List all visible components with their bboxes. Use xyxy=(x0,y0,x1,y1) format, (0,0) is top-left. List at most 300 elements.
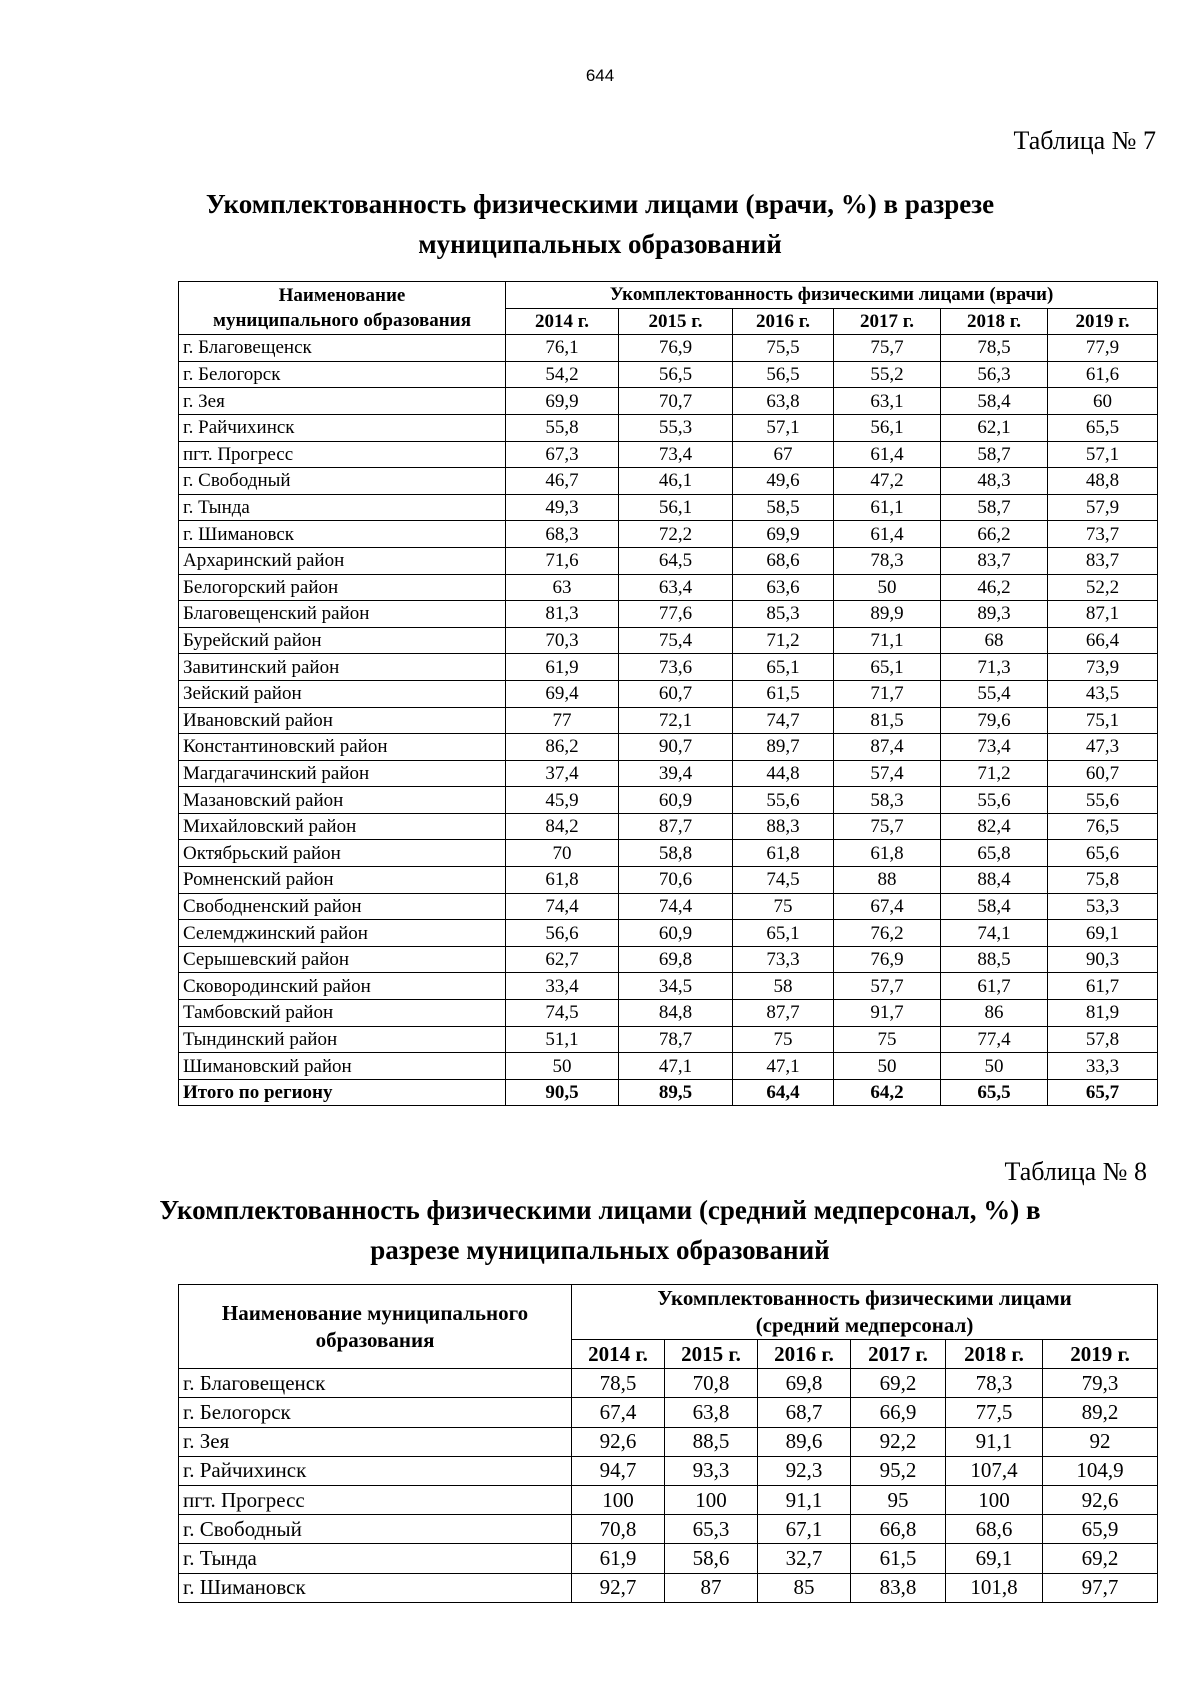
table7-cell-name: Благовещенский район xyxy=(179,601,506,628)
table8-cell-value: 95,2 xyxy=(851,1456,946,1485)
table7-cell-value: 82,4 xyxy=(941,813,1048,840)
table8-cell-value: 92,6 xyxy=(572,1427,665,1456)
table8-cell-value: 63,8 xyxy=(665,1398,758,1427)
table7-cell-value: 73,6 xyxy=(619,654,733,681)
table7-row xyxy=(179,601,1158,628)
table7-cell-value: 69,8 xyxy=(619,946,733,973)
table8-header-group-line1: Укомплектованность физическими лицами xyxy=(657,1286,1072,1310)
table7-cell-value: 90,5 xyxy=(506,1079,619,1106)
table7-row xyxy=(179,414,1158,441)
table7-cell-value: 88,3 xyxy=(733,813,834,840)
table7-cell-value: 47,2 xyxy=(834,468,941,495)
table7-row xyxy=(179,867,1158,894)
table7-row xyxy=(179,574,1158,601)
table7-header-name-line2: муниципального образования xyxy=(213,310,471,332)
table7-cell-value: 66,4 xyxy=(1048,627,1158,654)
table7-cell-value: 89,5 xyxy=(619,1079,733,1106)
table7-cell-name: г. Белогорск xyxy=(179,361,506,388)
table7-cell-value: 55,6 xyxy=(733,787,834,814)
table7-cell-value: 50 xyxy=(834,1053,941,1080)
table7-cell-value: 56,3 xyxy=(941,361,1048,388)
table7-cell-value: 68,3 xyxy=(506,521,619,548)
table7-cell-value: 77,6 xyxy=(619,601,733,628)
table7-cell-value: 57,9 xyxy=(1048,494,1158,521)
table7-row xyxy=(179,654,1158,681)
table7-row xyxy=(179,973,1158,1000)
table8-row xyxy=(179,1398,1158,1427)
table8-cell-value: 97,7 xyxy=(1043,1573,1158,1602)
table8-cell-value: 65,9 xyxy=(1043,1515,1158,1544)
table7-cell-value: 33,3 xyxy=(1048,1053,1158,1080)
table7-cell-value: 63,4 xyxy=(619,574,733,601)
table7-cell-value: 63,8 xyxy=(733,388,834,415)
table8-cell-value: 104,9 xyxy=(1043,1456,1158,1485)
table7-cell-value: 61,1 xyxy=(834,494,941,521)
table8-title-line1: Укомплектованность физическими лицами (средний медперсонал, %) в xyxy=(159,1195,1041,1225)
table7-row xyxy=(179,1000,1158,1027)
table7-cell-value: 75 xyxy=(733,893,834,920)
table7-cell-value: 90,7 xyxy=(619,734,733,761)
table8-title-line2: разрезе муниципальных образований xyxy=(370,1235,830,1265)
table8-cell-value: 78,5 xyxy=(572,1369,665,1398)
table7-cell-value: 69,9 xyxy=(733,521,834,548)
table8-cell-value: 100 xyxy=(665,1485,758,1514)
table7-cell-name: Сковородинский район xyxy=(179,973,506,1000)
table7-row xyxy=(179,893,1158,920)
table7-cell-value: 44,8 xyxy=(733,760,834,787)
table8-cell-value: 66,9 xyxy=(851,1398,946,1427)
table7-row xyxy=(179,707,1158,734)
table8-year-header: 2019 г. xyxy=(1043,1340,1158,1369)
table7-cell-value: 39,4 xyxy=(619,760,733,787)
table7-cell-value: 58,4 xyxy=(941,388,1048,415)
table7-cell-name: г. Райчихинск xyxy=(179,414,506,441)
table7-cell-value: 58,5 xyxy=(733,494,834,521)
table7-cell-value: 67 xyxy=(733,441,834,468)
table7-cell-value: 58,4 xyxy=(941,893,1048,920)
table8-row xyxy=(179,1515,1158,1544)
table7-cell-value: 74,4 xyxy=(506,893,619,920)
table7-cell-value: 70 xyxy=(506,840,619,867)
table7-cell-value: 46,1 xyxy=(619,468,733,495)
table7-cell-value: 58,3 xyxy=(834,787,941,814)
table7-cell-value: 57,1 xyxy=(733,414,834,441)
table7-cell-value: 67,4 xyxy=(834,893,941,920)
table7-cell-value: 69,1 xyxy=(1048,920,1158,947)
table7-cell-value: 86 xyxy=(941,1000,1048,1027)
table7-cell-value: 90,3 xyxy=(1048,946,1158,973)
table7-cell-value: 60,9 xyxy=(619,920,733,947)
table8-cell-value: 92,6 xyxy=(1043,1485,1158,1514)
table8-cell-name: г. Зея xyxy=(179,1427,572,1456)
table7-cell-value: 71,3 xyxy=(941,654,1048,681)
table7-cell-value: 71,2 xyxy=(941,760,1048,787)
table7-cell-value: 56,1 xyxy=(834,414,941,441)
table7-cell-value: 47,1 xyxy=(619,1053,733,1080)
table7-cell-name: Серышевский район xyxy=(179,946,506,973)
table7-cell-value: 70,7 xyxy=(619,388,733,415)
table7-cell-value: 83,7 xyxy=(1048,547,1158,574)
table7-cell-name: Архаринский район xyxy=(179,547,506,574)
table7-cell-value: 78,7 xyxy=(619,1026,733,1053)
table7-cell-value: 74,4 xyxy=(619,893,733,920)
table8-caption: Таблица № 8 xyxy=(1004,1157,1147,1186)
table7-cell-value: 48,3 xyxy=(941,468,1048,495)
table7-cell-value: 67,3 xyxy=(506,441,619,468)
table8-cell-value: 68,6 xyxy=(946,1515,1043,1544)
table8-header-group xyxy=(572,1285,1158,1340)
table7-cell-value: 65,5 xyxy=(1048,414,1158,441)
table8 xyxy=(178,1284,1158,1603)
table7-cell-name: Михайловский район xyxy=(179,813,506,840)
table7-cell-value: 71,7 xyxy=(834,680,941,707)
table7-cell-value: 61,7 xyxy=(941,973,1048,1000)
table8-cell-value: 70,8 xyxy=(572,1515,665,1544)
table7-cell-value: 63,6 xyxy=(733,574,834,601)
table7-cell-value: 75,5 xyxy=(733,335,834,362)
table7-cell-value: 72,1 xyxy=(619,707,733,734)
table8-cell-value: 100 xyxy=(946,1485,1043,1514)
table8-row xyxy=(179,1427,1158,1456)
table7-cell-value: 75,7 xyxy=(834,335,941,362)
table7-cell-value: 46,7 xyxy=(506,468,619,495)
table7-row xyxy=(179,813,1158,840)
table7-cell-value: 75 xyxy=(733,1026,834,1053)
table7-row xyxy=(179,441,1158,468)
table7-cell-value: 76,9 xyxy=(834,946,941,973)
table8-title xyxy=(0,1190,1200,1270)
table7-cell-value: 63,1 xyxy=(834,388,941,415)
table7-cell-value: 57,1 xyxy=(1048,441,1158,468)
table7-cell-value: 76,5 xyxy=(1048,813,1158,840)
table7-cell-value: 53,3 xyxy=(1048,893,1158,920)
table7-row xyxy=(179,734,1158,761)
table8-row xyxy=(179,1573,1158,1602)
table7-cell-value: 77 xyxy=(506,707,619,734)
table7-cell-value: 89,7 xyxy=(733,734,834,761)
table7-row xyxy=(179,840,1158,867)
table7-cell-value: 75,1 xyxy=(1048,707,1158,734)
table8-year-header: 2016 г. xyxy=(758,1340,851,1369)
table7-year-header: 2014 г. xyxy=(506,308,619,335)
table7-cell-value: 69,4 xyxy=(506,680,619,707)
table7-cell-value: 49,3 xyxy=(506,494,619,521)
table8-cell-value: 83,8 xyxy=(851,1573,946,1602)
table8-cell-value: 92,2 xyxy=(851,1427,946,1456)
table7-cell-value: 61,8 xyxy=(733,840,834,867)
table8-header-name: Наименование муниципального образования xyxy=(179,1285,572,1369)
table8-cell-value: 92 xyxy=(1043,1427,1158,1456)
table8-cell-value: 58,6 xyxy=(665,1544,758,1573)
table7-row xyxy=(179,361,1158,388)
table8-row xyxy=(179,1456,1158,1485)
table7-cell-value: 62,1 xyxy=(941,414,1048,441)
table8-cell-value: 69,8 xyxy=(758,1369,851,1398)
table7-cell-value: 74,1 xyxy=(941,920,1048,947)
table7-caption: Таблица № 7 xyxy=(1013,126,1156,155)
table7-cell-value: 77,9 xyxy=(1048,335,1158,362)
table7-cell-value: 50 xyxy=(834,574,941,601)
table8-cell-value: 66,8 xyxy=(851,1515,946,1544)
table7-row xyxy=(179,468,1158,495)
table7-row xyxy=(179,335,1158,362)
table7-cell-name: Селемджинский район xyxy=(179,920,506,947)
table8-cell-value: 69,2 xyxy=(851,1369,946,1398)
table7-cell-value: 64,4 xyxy=(733,1079,834,1106)
table8-cell-name: пгт. Прогресс xyxy=(179,1485,572,1514)
table7-cell-value: 75,8 xyxy=(1048,867,1158,894)
table8-header-group-line2: (средний медперсонал) xyxy=(755,1313,974,1337)
table7-cell-value: 81,3 xyxy=(506,601,619,628)
table7-cell-value: 55,6 xyxy=(1048,787,1158,814)
table8-cell-value: 91,1 xyxy=(946,1427,1043,1456)
table8-cell-name: г. Благовещенск xyxy=(179,1369,572,1398)
table7-cell-value: 88,4 xyxy=(941,867,1048,894)
table8-cell-value: 85 xyxy=(758,1573,851,1602)
table7-cell-value: 74,5 xyxy=(506,1000,619,1027)
table8-cell-value: 61,9 xyxy=(572,1544,665,1573)
table8-row xyxy=(179,1369,1158,1398)
table8-cell-name: г. Свободный xyxy=(179,1515,572,1544)
table7-cell-value: 81,5 xyxy=(834,707,941,734)
table7-cell-value: 70,6 xyxy=(619,867,733,894)
table8-year-header: 2014 г. xyxy=(572,1340,665,1369)
table8-cell-value: 65,3 xyxy=(665,1515,758,1544)
table7-cell-name: г. Тында xyxy=(179,494,506,521)
table7-row xyxy=(179,547,1158,574)
table8-cell-value: 91,1 xyxy=(758,1485,851,1514)
table7-cell-name: Ромненский район xyxy=(179,867,506,894)
table7-cell-value: 76,1 xyxy=(506,335,619,362)
table7-cell-value: 87,7 xyxy=(619,813,733,840)
table8-cell-value: 89,6 xyxy=(758,1427,851,1456)
table8-cell-value: 101,8 xyxy=(946,1573,1043,1602)
table7-cell-name: пгт. Прогресс xyxy=(179,441,506,468)
table8-cell-value: 89,2 xyxy=(1043,1398,1158,1427)
table7-cell-name: Мазановский район xyxy=(179,787,506,814)
table7-cell-value: 60,7 xyxy=(1048,760,1158,787)
table7-title-line2: муниципальных образований xyxy=(418,229,782,259)
table7-cell-value: 56,6 xyxy=(506,920,619,947)
table8-row xyxy=(179,1485,1158,1514)
table7-cell-value: 75 xyxy=(834,1026,941,1053)
table8-cell-value: 94,7 xyxy=(572,1456,665,1485)
table7-cell-value: 60 xyxy=(1048,388,1158,415)
table7-cell-value: 78,5 xyxy=(941,335,1048,362)
table7-header-name-line1: Наименование xyxy=(278,285,406,307)
table8-cell-value: 67,1 xyxy=(758,1515,851,1544)
table8-cell-value: 68,7 xyxy=(758,1398,851,1427)
table7-row xyxy=(179,787,1158,814)
table7-cell-value: 87,1 xyxy=(1048,601,1158,628)
table7-cell-value: 88,5 xyxy=(941,946,1048,973)
table7-cell-value: 57,8 xyxy=(1048,1026,1158,1053)
table7-cell-value: 63 xyxy=(506,574,619,601)
table7-year-header: 2017 г. xyxy=(834,308,941,335)
table7-title-line1: Укомплектованность физическими лицами (врачи, %) в разрезе xyxy=(205,189,995,219)
table7-row xyxy=(179,920,1158,947)
table8-year-header: 2018 г. xyxy=(946,1340,1043,1369)
table7-cell-value: 55,8 xyxy=(506,414,619,441)
table8-cell-value: 88,5 xyxy=(665,1427,758,1456)
table7-cell-name: Октябрьский район xyxy=(179,840,506,867)
table8-cell-value: 92,7 xyxy=(572,1573,665,1602)
table7-row xyxy=(179,680,1158,707)
table7-cell-value: 73,3 xyxy=(733,946,834,973)
table7-cell-value: 55,6 xyxy=(941,787,1048,814)
table7-cell-value: 55,3 xyxy=(619,414,733,441)
table7-cell-value: 61,4 xyxy=(834,441,941,468)
table8-cell-value: 79,3 xyxy=(1043,1369,1158,1398)
table7-cell-value: 76,9 xyxy=(619,335,733,362)
table7-cell-value: 47,3 xyxy=(1048,734,1158,761)
table7-cell-value: 60,9 xyxy=(619,787,733,814)
table7-row xyxy=(179,946,1158,973)
table7-cell-value: 55,2 xyxy=(834,361,941,388)
table8-cell-value: 78,3 xyxy=(946,1369,1043,1398)
table7-total xyxy=(179,1079,1158,1106)
table7-cell-value: 46,2 xyxy=(941,574,1048,601)
table7-cell-value: 65,7 xyxy=(1048,1079,1158,1106)
table7-year-header: 2018 г. xyxy=(941,308,1048,335)
table8-year-header: 2015 г. xyxy=(665,1340,758,1369)
table8-cell-value: 32,7 xyxy=(758,1544,851,1573)
table7-cell-name: Бурейский район xyxy=(179,627,506,654)
table7-cell-value: 81,9 xyxy=(1048,1000,1158,1027)
table8-cell-value: 77,5 xyxy=(946,1398,1043,1427)
table7-cell-value: 55,4 xyxy=(941,680,1048,707)
table7-cell-value: 77,4 xyxy=(941,1026,1048,1053)
table7-cell-name: Зейский район xyxy=(179,680,506,707)
table7-cell-value: 51,1 xyxy=(506,1026,619,1053)
table8-cell-name: г. Шимановск xyxy=(179,1573,572,1602)
table7-cell-name: Ивановский район xyxy=(179,707,506,734)
table7-cell-value: 48,8 xyxy=(1048,468,1158,495)
table7-cell-value: 52,2 xyxy=(1048,574,1158,601)
table7-cell-name: г. Шимановск xyxy=(179,521,506,548)
table8-cell-value: 107,4 xyxy=(946,1456,1043,1485)
table7-cell-value: 91,7 xyxy=(834,1000,941,1027)
table7-cell-value: 71,6 xyxy=(506,547,619,574)
table7-cell-name: Тындинский район xyxy=(179,1026,506,1053)
table7-cell-value: 58,8 xyxy=(619,840,733,867)
table7-cell-value: 62,7 xyxy=(506,946,619,973)
table8-cell-name: г. Тында xyxy=(179,1544,572,1573)
table7-cell-value: 64,5 xyxy=(619,547,733,574)
table8-cell-value: 87 xyxy=(665,1573,758,1602)
table8-cell-value: 95 xyxy=(851,1485,946,1514)
table7-cell-value: 88 xyxy=(834,867,941,894)
table7-cell-value: 84,8 xyxy=(619,1000,733,1027)
table7-row xyxy=(179,760,1158,787)
table7-cell-value: 56,5 xyxy=(619,361,733,388)
table7-cell-value: 78,3 xyxy=(834,547,941,574)
table7 xyxy=(178,281,1158,1106)
table7-title xyxy=(0,184,1200,264)
table8-cell-value: 70,8 xyxy=(665,1369,758,1398)
table7-year-header: 2019 г. xyxy=(1048,308,1158,335)
table7-cell-value: 65,8 xyxy=(941,840,1048,867)
table7-year-header: 2015 г. xyxy=(619,308,733,335)
table7-cell-name: Итого по региону xyxy=(179,1079,506,1106)
table7-cell-name: Константиновский район xyxy=(179,734,506,761)
table7-cell-value: 33,4 xyxy=(506,973,619,1000)
table7-cell-value: 85,3 xyxy=(733,601,834,628)
table7-cell-value: 68 xyxy=(941,627,1048,654)
table7-cell-name: Белогорский район xyxy=(179,574,506,601)
table7-cell-value: 73,4 xyxy=(941,734,1048,761)
table7-cell-name: г. Зея xyxy=(179,388,506,415)
table7-cell-value: 75,4 xyxy=(619,627,733,654)
table7-cell-value: 76,2 xyxy=(834,920,941,947)
table7-cell-value: 50 xyxy=(506,1053,619,1080)
table7-cell-value: 74,7 xyxy=(733,707,834,734)
table8-cell-name: г. Райчихинск xyxy=(179,1456,572,1485)
table7-row xyxy=(179,494,1158,521)
table7-cell-value: 68,6 xyxy=(733,547,834,574)
table7-cell-value: 57,7 xyxy=(834,973,941,1000)
table7-cell-value: 60,7 xyxy=(619,680,733,707)
table7-cell-value: 61,7 xyxy=(1048,973,1158,1000)
table7-cell-value: 73,7 xyxy=(1048,521,1158,548)
table7-cell-name: Свободненский район xyxy=(179,893,506,920)
table7-cell-value: 73,9 xyxy=(1048,654,1158,681)
table7-cell-value: 73,4 xyxy=(619,441,733,468)
table7-row xyxy=(179,388,1158,415)
table7-cell-name: г. Благовещенск xyxy=(179,335,506,362)
table7-cell-value: 83,7 xyxy=(941,547,1048,574)
table7-cell-value: 69,9 xyxy=(506,388,619,415)
table7-header-name xyxy=(179,282,506,335)
table8-cell-value: 67,4 xyxy=(572,1398,665,1427)
table8-cell-value: 93,3 xyxy=(665,1456,758,1485)
table7-cell-value: 72,2 xyxy=(619,521,733,548)
table7-cell-value: 58,7 xyxy=(941,441,1048,468)
table7-cell-value: 87,7 xyxy=(733,1000,834,1027)
table7-cell-value: 70,3 xyxy=(506,627,619,654)
table7-cell-value: 66,2 xyxy=(941,521,1048,548)
table7-cell-value: 89,9 xyxy=(834,601,941,628)
table7-cell-value: 61,4 xyxy=(834,521,941,548)
table7-cell-name: Шимановский район xyxy=(179,1053,506,1080)
table7-row xyxy=(179,1026,1158,1053)
table8-year-header: 2017 г. xyxy=(851,1340,946,1369)
table7-row xyxy=(179,1053,1158,1080)
table7-cell-value: 65,1 xyxy=(733,654,834,681)
table7-row xyxy=(179,627,1158,654)
table7-cell-value: 79,6 xyxy=(941,707,1048,734)
table7-year-header: 2016 г. xyxy=(733,308,834,335)
table8-cell-value: 69,1 xyxy=(946,1544,1043,1573)
table7-cell-value: 86,2 xyxy=(506,734,619,761)
page-number: 644 xyxy=(585,66,615,85)
table7-cell-value: 71,2 xyxy=(733,627,834,654)
table7-cell-name: Магдагачинский район xyxy=(179,760,506,787)
table7-cell-value: 89,3 xyxy=(941,601,1048,628)
table7-cell-value: 50 xyxy=(941,1053,1048,1080)
table8-cell-value: 69,2 xyxy=(1043,1544,1158,1573)
table7-cell-value: 61,5 xyxy=(733,680,834,707)
table7-cell-value: 56,5 xyxy=(733,361,834,388)
table7-cell-value: 71,1 xyxy=(834,627,941,654)
table7-cell-value: 37,4 xyxy=(506,760,619,787)
table7-cell-value: 58 xyxy=(733,973,834,1000)
table7-cell-value: 74,5 xyxy=(733,867,834,894)
table7-cell-value: 64,2 xyxy=(834,1079,941,1106)
table7-cell-value: 61,8 xyxy=(834,840,941,867)
table7-row xyxy=(179,521,1158,548)
table7-header-group: Укомплектованность физическими лицами (врачи) xyxy=(506,282,1158,309)
